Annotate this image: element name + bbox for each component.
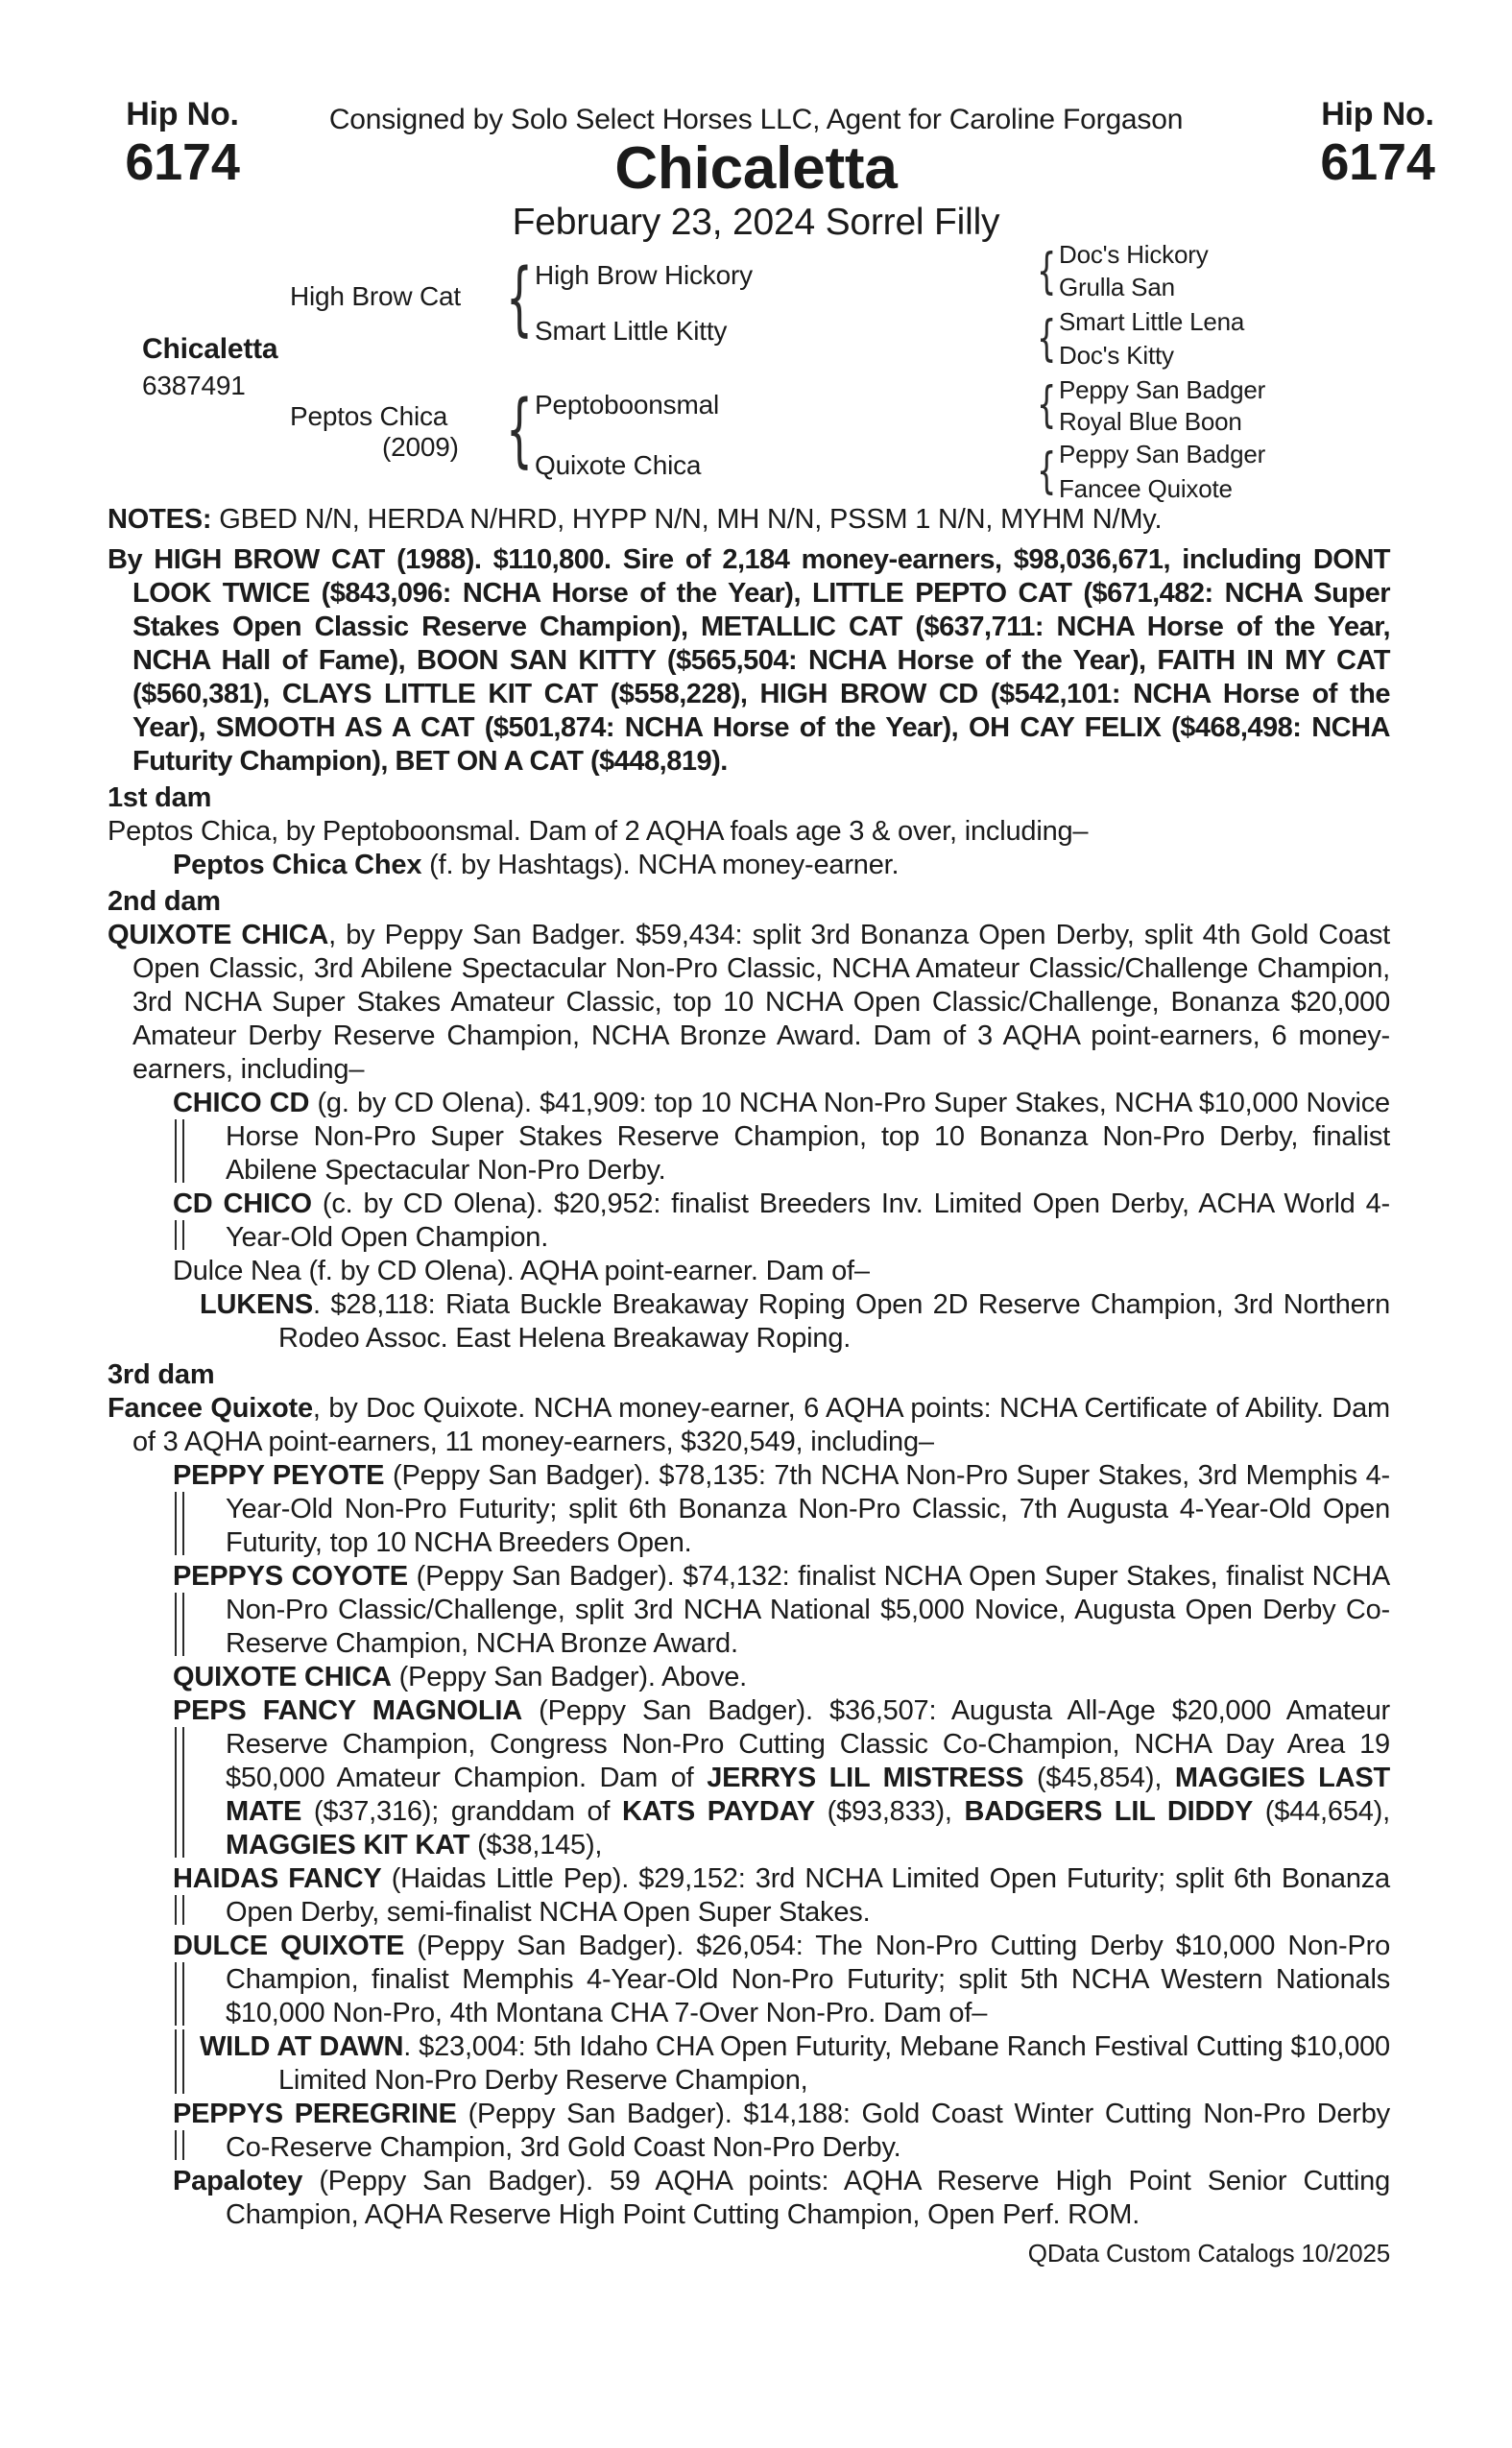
pedigree-gen2-sire-sire: High Brow Hickory — [535, 260, 753, 290]
pedigree-gen3-name: Royal Blue Boon — [1059, 407, 1242, 436]
brace-icon: { — [1037, 241, 1057, 300]
pedigree-gen2-dam-dam: Quixote Chica — [535, 450, 702, 480]
produce-entry-text: PEPS FANCY MAGNOLIA (Peppy San Badger). $36,507: Augusta All-Age $20,000 Amateur Reserve Champion, Congress Non-Pro Cutting Classic Co-Champion, NCHA Day Area 19 $50,000 Amateur Champion. Dam of JERRYS LIL MISTRESS ($45,854), MAGGIES LAST MATE ($37,316); granddam of KATS PAYDAY ($93,833), BADGERS LIL DIDDY ($44,654), MAGGIES KIT KAT ($38,145), — [173, 1695, 1390, 1860]
pedigree-gen3-name: Doc's Kitty — [1059, 341, 1174, 370]
produce-entry-text: PEPPYS PEREGRINE (Peppy San Badger). $14,188: Gold Coast Winter Cutting Non-Pro Derby Co-Reserve Champion, 3rd Gold Coast Non-Pro Derby. — [173, 2099, 1390, 2163]
consignor-line: Consigned by Solo Select Horses LLC, Agent for Caroline Forgason — [328, 104, 1184, 135]
double-bar-mark — [175, 2130, 184, 2160]
pedigree-gen3-name: Smart Little Lena — [1059, 307, 1245, 336]
double-bar-mark — [175, 1220, 184, 1250]
pedigree-gen3-name: Peppy San Badger — [1059, 440, 1266, 468]
produce-entry-text: WILD AT DAWN. $23,004: 5th Idaho CHA Open Futurity, Mebane Ranch Festival Cutting $10,000 Limited Non-Pro Derby Reserve Champion, — [200, 2031, 1390, 2096]
dam-intro: Peptos Chica, by Peptoboonsmal. Dam of 2 AQHA foals age 3 & over, including– — [108, 816, 1089, 847]
produce-entry: Dulce Nea (f. by CD Olena). AQHA point-earner. Dam of– — [173, 1256, 870, 1286]
horse-name-title: Chicaletta — [614, 135, 898, 202]
dam-intro: QUIXOTE CHICA, by Peppy San Badger. $59,434: split 3rd Bonanza Open Derby, split 4th Gold Coast Open Classic, 3rd Abilene Spectacular Non-Pro Classic, NCHA Amateur Classic/Challenge Champion, 3rd NCHA Super Stakes Amateur Classic, top 10 NCHA Open Classic/Challenge, Bonanza $20,000 Amateur Derby Reserve Champion, NCHA Bronze Award. Dam of 3 AQHA point-earners, 6 money-earners, including– — [108, 920, 1390, 1085]
sire-summary-paragraph: By HIGH BROW CAT (1988). $110,800. Sire of 2,184 money-earners, $98,036,671, including DONT LOOK TWICE ($843,096: NCHA Horse of the Year), LITTLE PEPTO CAT ($671,482: NCHA Super Stakes Open Classic Reserve Champion), METALLIC CAT ($637,711: NCHA Horse of the Year, NCHA Hall of Fame), BOON SAN KITTY ($565,504: NCHA Horse of the Year), FAITH IN MY CAT ($560,381), CLAYS LITTLE KIT CAT ($558,228), HIGH BROW CD ($542,101: NCHA Horse of the Year), SMOOTH AS A CAT ($501,874: NCHA Horse of the Year), OH CAY FELIX ($468,498: NCHA Futurity Champion), BET ON A CAT ($448,819). — [108, 544, 1390, 777]
foal-date-color-sex: February 23, 2024 Sorrel Filly — [512, 202, 1000, 243]
produce-entry-text: CD CHICO (c. by CD Olena). $20,952: finalist Breeders Inv. Limited Open Derby, ACHA World 4-Year-Old Open Champion. — [173, 1188, 1390, 1253]
pedigree-gen3-name: Grulla San — [1059, 273, 1175, 301]
brace-icon: { — [1037, 308, 1057, 368]
double-bar-mark — [175, 1119, 184, 1183]
produce-entry-text: PEPPYS COYOTE (Peppy San Badger). $74,132: finalist NCHA Open Super Stakes, finalist NCHA Non-Pro Classic/Challenge, split 3rd NCHA National $5,000 Novice, Augusta Open Derby Co-Reserve Champion, NCHA Bronze Award. — [173, 1561, 1390, 1659]
dam-section-heading: 1st dam — [108, 782, 212, 813]
double-bar-mark — [175, 1727, 184, 1858]
brace-icon: { — [506, 252, 533, 347]
brace-icon: { — [506, 384, 533, 478]
produce-entry: Papalotey (Peppy San Badger). 59 AQHA points: AQHA Reserve High Point Senior Cutting Champion, AQHA Reserve High Point Cutting Champion, Open Perf. ROM. — [173, 2166, 1390, 2230]
double-bar-mark — [175, 1492, 184, 1555]
brace-icon: { — [1037, 374, 1057, 434]
produce-entry-text: HAIDAS FANCY (Haidas Little Pep). $29,152: 3rd NCHA Limited Open Futurity; split 6th Bonanza Open Derby, semi-finalist NCHA Open Super Stakes. — [173, 1863, 1390, 1928]
pedigree-gen3-name: Peppy San Badger — [1059, 375, 1266, 404]
produce-entry — [108, 1188, 1390, 1255]
pedigree-dam-year: (2009) — [382, 432, 459, 462]
double-bar-mark — [175, 1593, 184, 1656]
produce-entry — [108, 1862, 1390, 1930]
produce-entry — [108, 1930, 1390, 2030]
pedigree-gen2-dam-sire: Peptoboonsmal — [535, 390, 719, 420]
catalog-text-column — [108, 503, 1390, 2270]
pedigree-sire: High Brow Cat — [290, 281, 461, 311]
pedigree-subject-name: Chicaletta — [142, 333, 278, 365]
pedigree-registration-number: 6387491 — [142, 371, 246, 400]
double-bar-mark — [175, 1895, 184, 1925]
pedigree-gen3-name: Doc's Hickory — [1059, 240, 1209, 269]
double-bar-mark — [175, 2029, 184, 2094]
produce-entry — [108, 1560, 1390, 1661]
catalog-footer: QData Custom Catalogs 10/2025 — [1027, 2239, 1390, 2268]
dam-section-heading: 2nd dam — [108, 886, 221, 917]
hip-label: Hip No. — [126, 96, 239, 132]
pedigree-gen2-sire-dam: Smart Little Kitty — [535, 316, 728, 346]
hip-label: Hip No. — [1321, 96, 1434, 132]
brace-icon: { — [1037, 441, 1057, 500]
produce-entry — [108, 1694, 1390, 1862]
dam-section-heading: 3rd dam — [108, 1359, 215, 1390]
produce-entry-text: PEPPY PEYOTE (Peppy San Badger). $78,135: 7th NCHA Non-Pro Super Stakes, 3rd Memphis 4-Year-Old Non-Pro Futurity; split 6th Bonanza Non-Pro Classic, 7th Augusta 4-Year-Old Open Futurity, top 10 NCHA Breeders Open. — [173, 1460, 1390, 1558]
hip-number: 6174 — [125, 133, 240, 191]
pedigree-dam: Peptos Chica — [290, 401, 448, 431]
produce-entry — [108, 1087, 1390, 1188]
produce-entry: LUKENS. $28,118: Riata Buckle Breakaway Roping Open 2D Reserve Champion, 3rd Northern Rodeo Assoc. East Helena Breakaway Roping. — [200, 1289, 1390, 1354]
dam-intro: Fancee Quixote, by Doc Quixote. NCHA money-earner, 6 AQHA points: NCHA Certificate of Ability. Dam of 3 AQHA point-earners, 11 money-earners, $320,549, including– — [108, 1393, 1390, 1457]
produce-entry — [108, 2098, 1390, 2165]
hip-number: 6174 — [1320, 133, 1435, 191]
genetic-test-notes: NOTES: GBED N/N, HERDA N/HRD, HYPP N/N, MH N/N, PSSM 1 N/N, MYHM N/My. — [108, 504, 1163, 535]
produce-entry-text: DULCE QUIXOTE (Peppy San Badger). $26,054: The Non-Pro Cutting Derby $10,000 Non-Pro Champion, finalist Memphis 4-Year-Old Non-Pro Futurity; split 5th NCHA Western Nationals $10,000 Non-Pro, 4th Montana CHA 7-Over Non-Pro. Dam of– — [173, 1931, 1390, 2028]
produce-entry: Peptos Chica Chex (f. by Hashtags). NCHA money-earner. — [173, 850, 900, 880]
produce-entry — [108, 1459, 1390, 1560]
pedigree-gen3-name: Fancee Quixote — [1059, 474, 1233, 503]
produce-entry: QUIXOTE CHICA (Peppy San Badger). Above. — [173, 1662, 748, 1692]
produce-entry — [108, 2030, 1390, 2098]
double-bar-mark — [175, 1962, 184, 2026]
produce-entry-text: CHICO CD (g. by CD Olena). $41,909: top 10 NCHA Non-Pro Super Stakes, NCHA $10,000 Novice Horse Non-Pro Super Stakes Reserve Champion, top 10 Bonanza Non-Pro Derby, finalist Abilene Spectacular Non-Pro Derby. — [173, 1088, 1390, 1186]
